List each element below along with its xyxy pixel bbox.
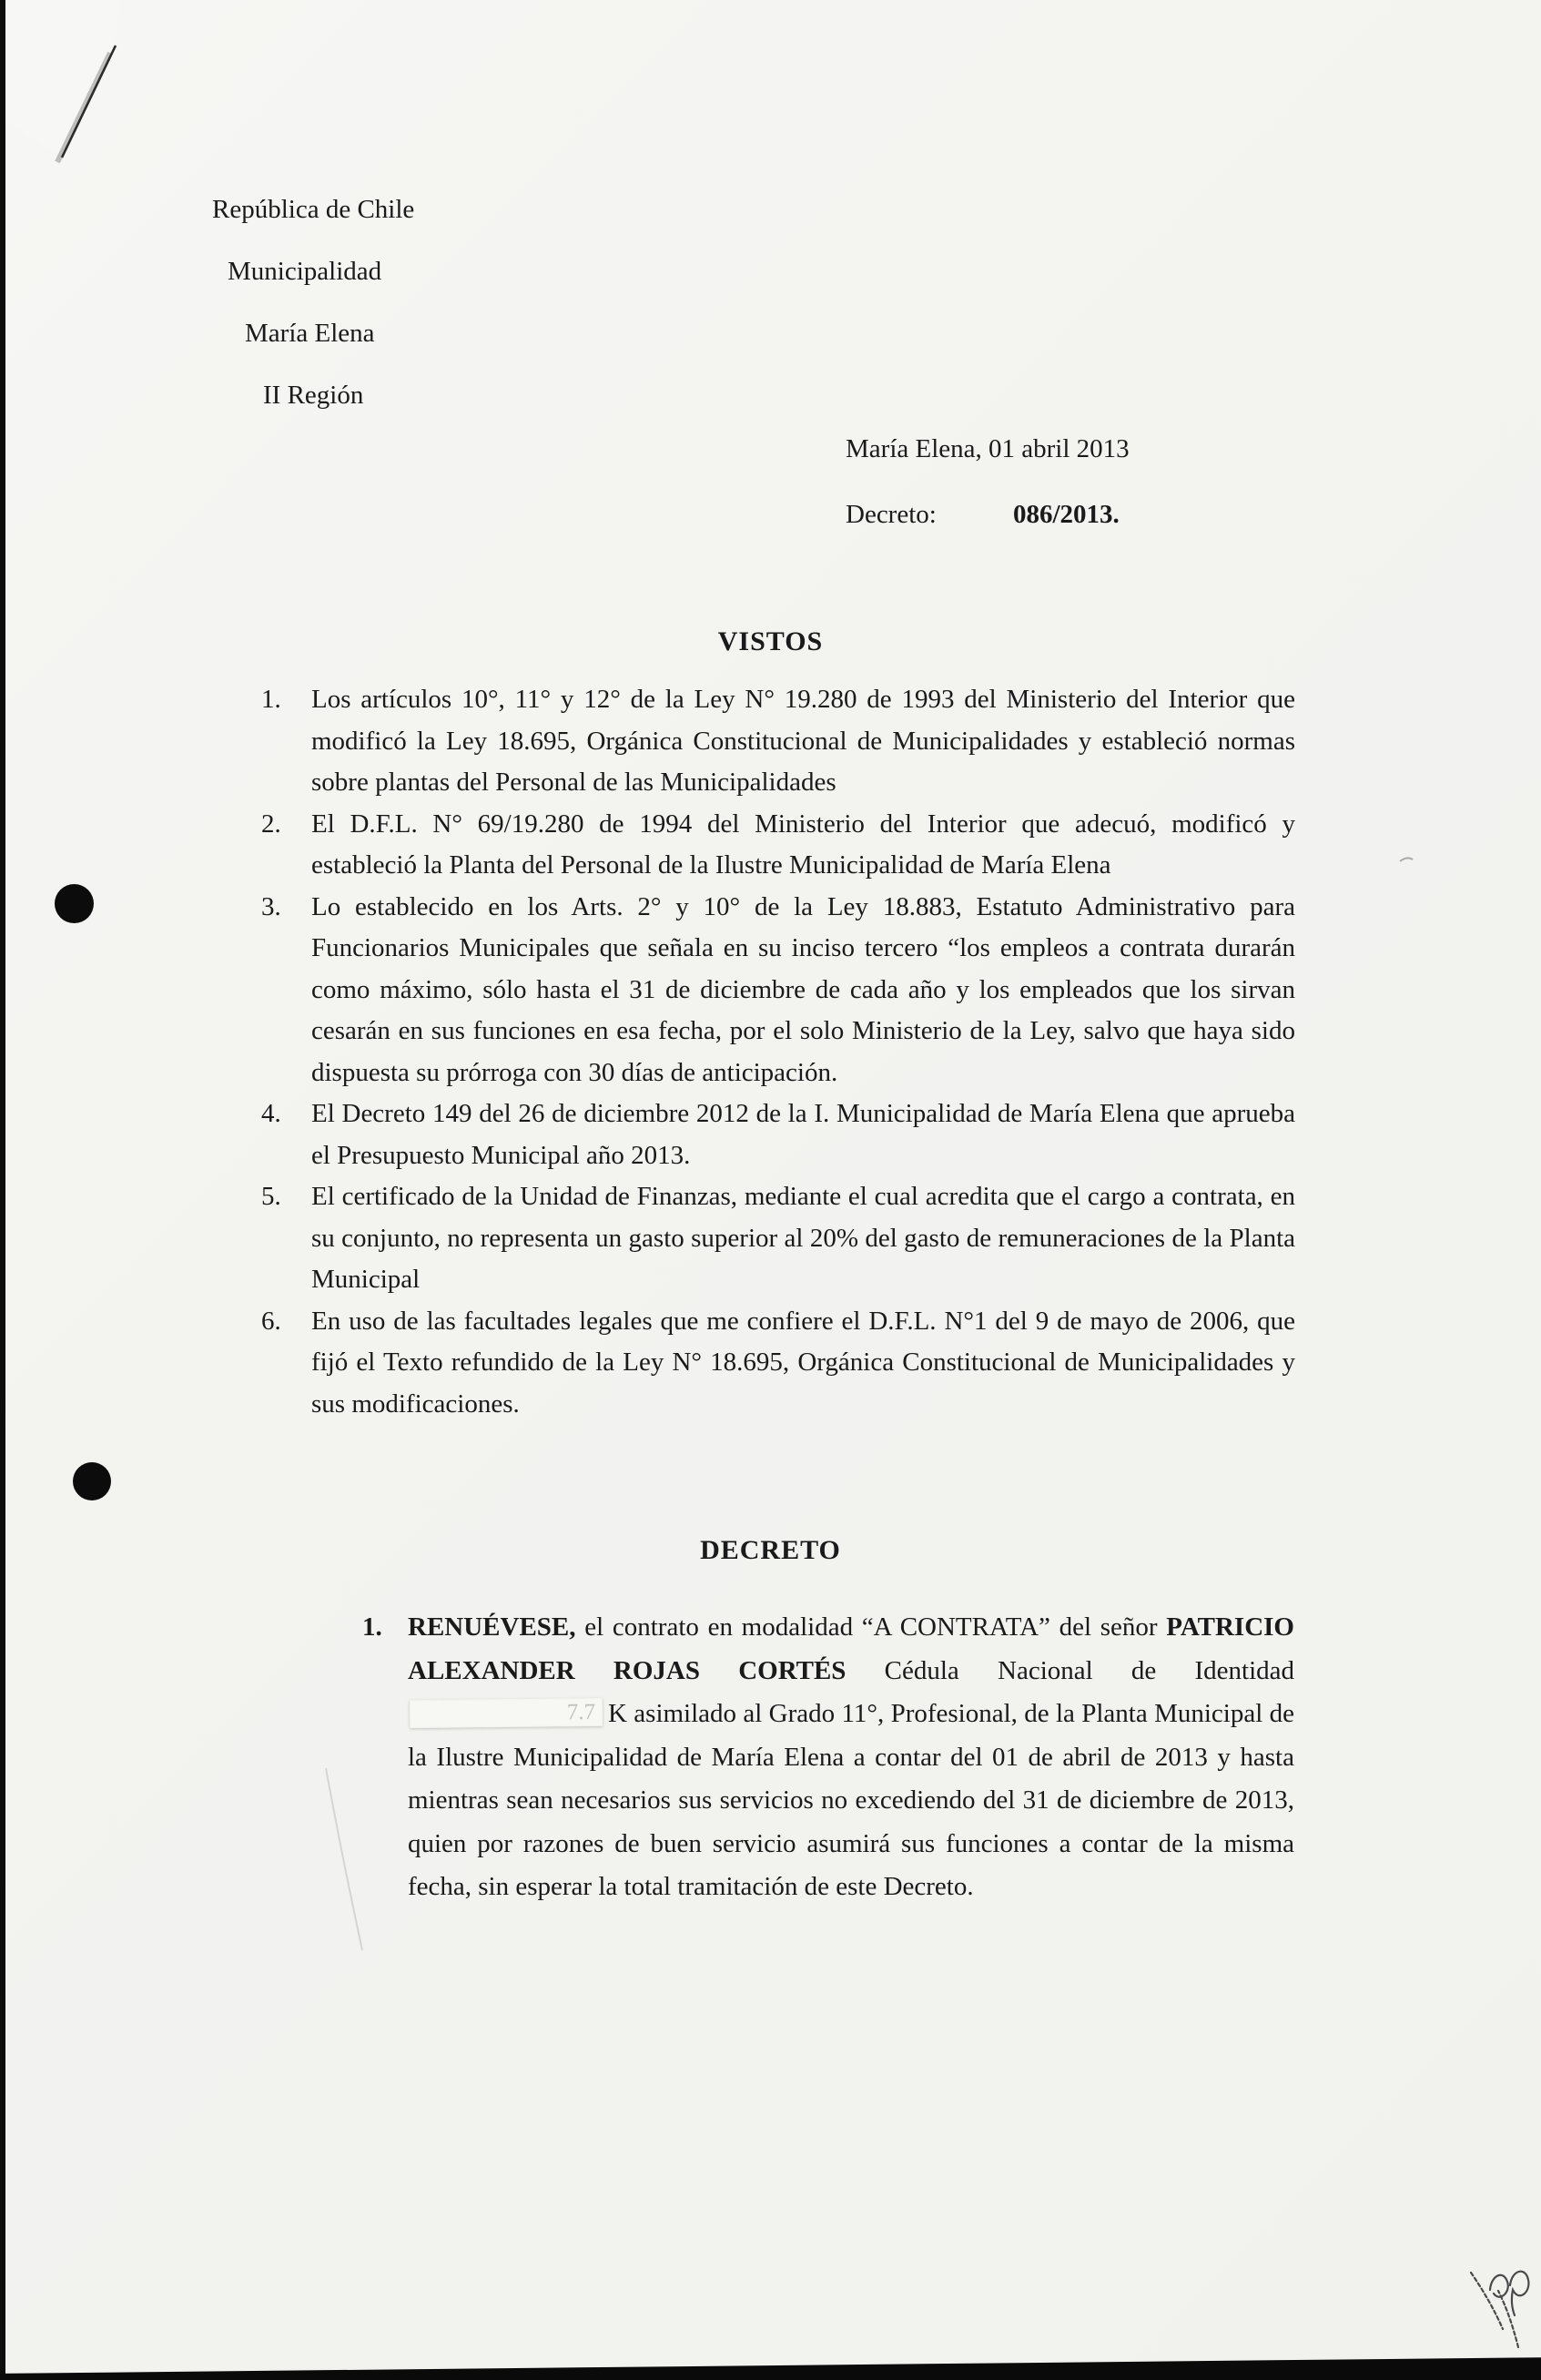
- decreto-item-1-text: [408, 1606, 1294, 1909]
- decreto-person-name: PATRICIO ALEXANDER ROJAS CORTÉS: [408, 1612, 1294, 1685]
- vistos-item-4-number: 4.: [261, 1099, 281, 1128]
- vistos-item-2-number: 2.: [261, 809, 281, 839]
- letterhead-entity: Municipalidad: [228, 257, 382, 286]
- letterhead-country: República de Chile: [212, 195, 415, 224]
- vistos-item-4: [261, 1093, 1295, 1176]
- vistos-item-4-text: El Decreto 149 del 26 de diciembre 2012 de la I. Municipalidad de María Elena que aprueba el Presupuesto Municipal año 2013.: [311, 1099, 1295, 1170]
- scan-edge-left: [0, 0, 5, 2380]
- vistos-item-6-text: En uso de las facultades legales que me confiere el D.F.L. N°1 del 9 de mayo de 2006, que fijó el Texto refundido de la Ley N° 18.695, Orgánica Constitucional de Municipalidades y sus modificaciones.: [311, 1306, 1295, 1419]
- vistos-item-3-text: Lo establecido en los Arts. 2° y 10° de la Ley 18.883, Estatuto Administrativo para Funcionarios Municipales que señala en su inciso tercero “los empleos a contrata durarán como máximo, sólo hasta el 31 de diciembre de cada año y los empleados que los sirvan cesarán en sus funciones en esa fecha, por el solo Ministerio de la Ley, salvo que haya sido dispuesta su prórroga con 30 días de anticipación.: [311, 891, 1295, 1087]
- id-number-redaction: 7.7: [410, 1698, 603, 1728]
- vistos-item-5-number: 5.: [261, 1182, 281, 1211]
- vistos-item-5-text: El certificado de la Unidad de Finanzas, mediante el cual acredita que el cargo a contrata, en su conjunto, no representa un gasto superior al 20% del gasto de remuneraciones de la Planta Municipal: [311, 1182, 1295, 1294]
- vistos-list: [261, 679, 1295, 1425]
- decree-label: Decreto:: [846, 500, 937, 529]
- decreto-list: [362, 1606, 1294, 1909]
- vistos-item-3: [261, 887, 1295, 1094]
- corner-fold-highlight: [0, 0, 127, 168]
- hole-punch-dot-bottom: [73, 1462, 111, 1500]
- letterhead: [212, 178, 414, 426]
- stray-pen-tick: [1400, 858, 1413, 861]
- decreto-text-3: K asimilado al Grado 11°, Profesional, de la Planta Municipal de la Ilustre Municipalidad de María Elena a contar del 01 de abril de 2013 y hasta mientras sean necesarios sus servicios no excediendo del 31 de diciembre de 2013, quien por razones de buen servicio asumirá sus funciones a contar de la misma fecha, sin esperar la total tramitación de este Decreto.: [408, 1699, 1294, 1901]
- dateline: María Elena, 01 abril 2013: [846, 434, 1130, 463]
- scan-edge-bottom: [0, 2357, 1541, 2380]
- decreto-text-2: Cédula Nacional de Identidad: [846, 1655, 1295, 1685]
- decreto-item-1-number: 1.: [362, 1612, 382, 1642]
- vistos-item-1-number: 1.: [261, 685, 281, 714]
- vistos-item-6-number: 6.: [261, 1306, 281, 1336]
- decreto-heading: DECRETO: [700, 1535, 841, 1565]
- vistos-item-3-number: 3.: [261, 891, 281, 921]
- decree-number: 086/2013.: [1013, 500, 1120, 529]
- letterhead-commune: María Elena: [245, 319, 375, 348]
- vistos-item-2-text: El D.F.L. N° 69/19.280 de 1994 del Ministerio del Interior que adecuó, modificó y estableció la Planta del Personal de la Ilustre Municipalidad de María Elena: [311, 809, 1295, 880]
- initials-signature-mark: [1471, 2272, 1528, 2347]
- decreto-verb: RENUÉVESE,: [408, 1612, 576, 1642]
- letterhead-region: II Región: [263, 381, 364, 410]
- paper-crease: [326, 1768, 362, 1950]
- hole-punch-dot-top: [55, 884, 94, 923]
- vistos-item-1: [261, 679, 1295, 804]
- decreto-item-1: [362, 1606, 1294, 1909]
- decree-number-line: [846, 500, 1120, 530]
- vistos-heading: VISTOS: [717, 626, 824, 656]
- decreto-text-1: el contrato en modalidad “A CONTRATA” del señor: [575, 1612, 1167, 1642]
- vistos-item-2: [261, 804, 1295, 887]
- vistos-item-1-text: Los artículos 10°, 11° y 12° de la Ley N° 19.280 de 1993 del Ministerio del Interior que modificó la Ley 18.695, Orgánica Constitucional de Municipalidades y estableció normas sobre plantas del Personal de las Municipalidades: [311, 685, 1295, 797]
- vistos-item-6: [261, 1301, 1295, 1426]
- vistos-item-5: [261, 1176, 1295, 1301]
